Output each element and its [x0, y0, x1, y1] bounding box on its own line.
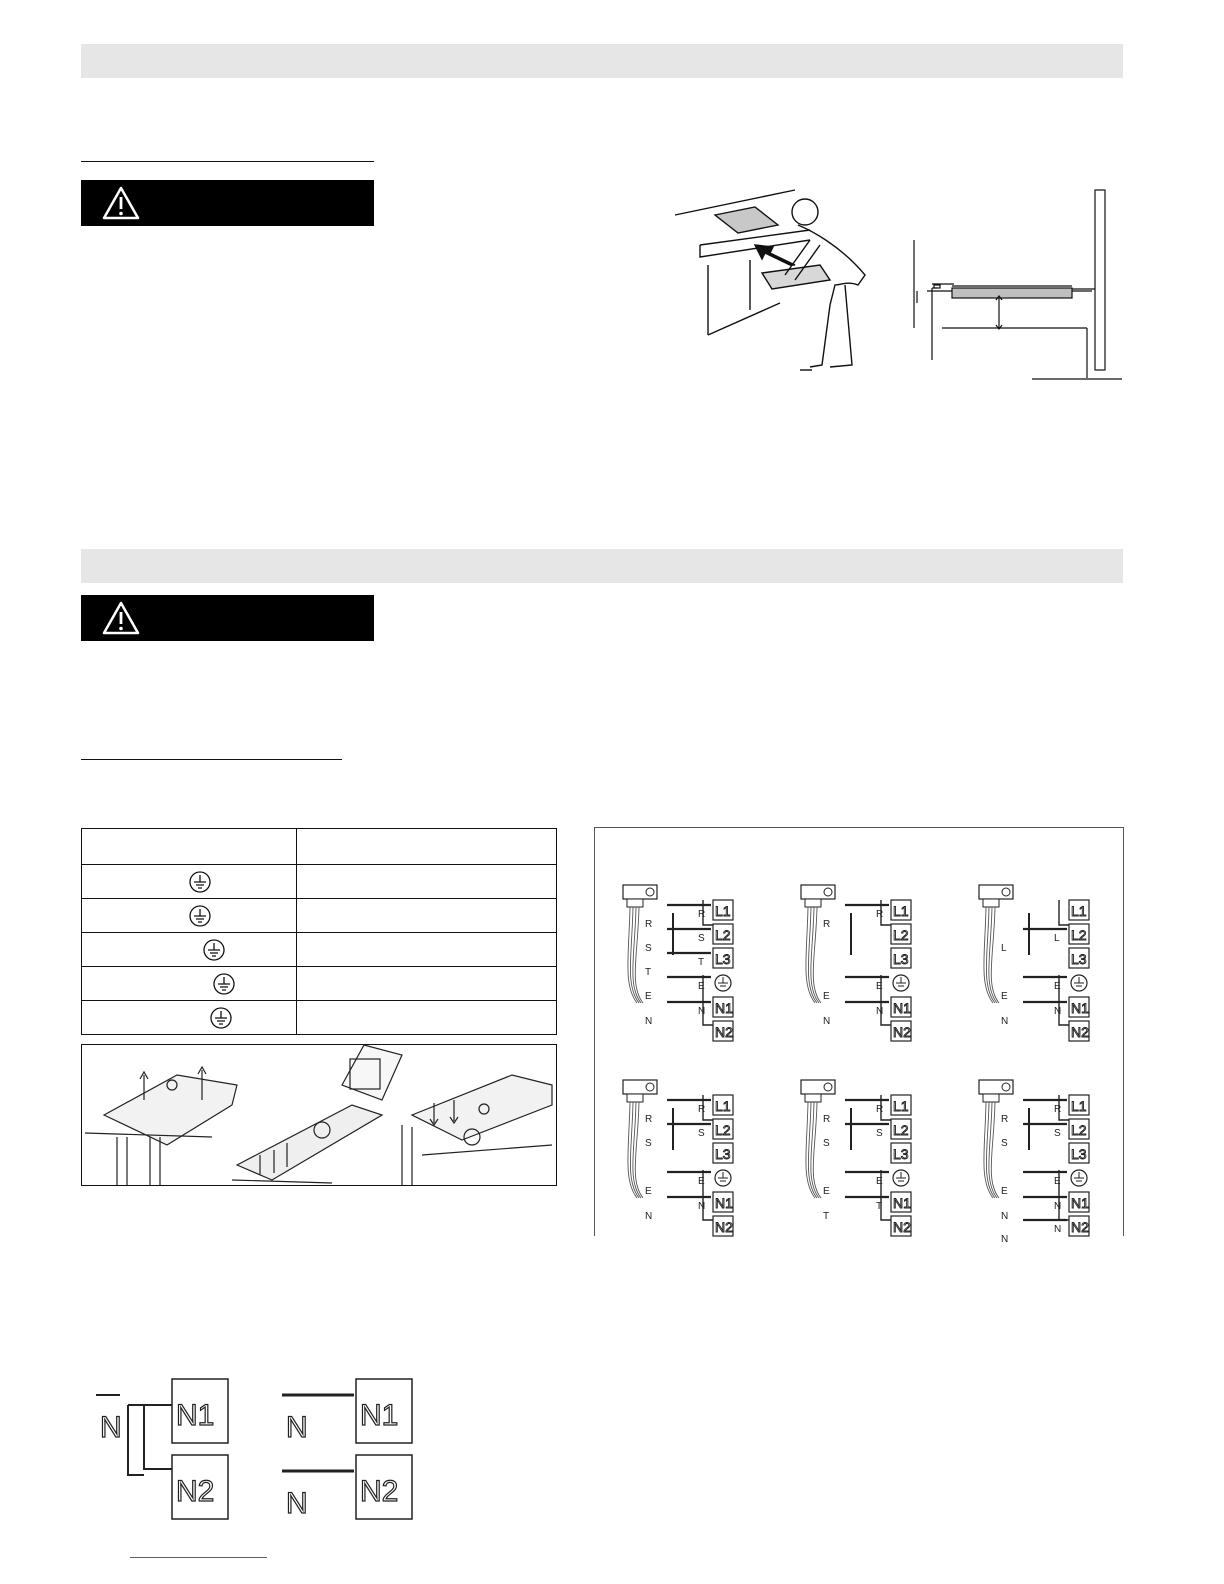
wire-label: N: [1054, 1201, 1062, 1212]
terminal-l3: [713, 1143, 733, 1163]
terminal-n2: [891, 1021, 911, 1041]
table-row: [82, 1001, 557, 1035]
wire-label: N: [645, 1016, 653, 1027]
wire-label: N: [823, 1016, 831, 1027]
wire-label: N: [286, 1411, 308, 1444]
terminal-n2: [713, 1021, 733, 1041]
svg-text:N2: N2: [715, 1024, 733, 1040]
cable-clamp: [801, 1080, 835, 1094]
svg-text:L3: L3: [1071, 1146, 1087, 1162]
terminal-n1: [713, 1192, 733, 1212]
terminal-label: N2: [176, 1475, 215, 1508]
subsection-rule: [81, 759, 342, 760]
terminal-l1: [891, 900, 911, 920]
svg-text:L2: L2: [1071, 1122, 1087, 1138]
svg-text:N2: N2: [1071, 1024, 1089, 1040]
table-cell: [297, 865, 557, 899]
cutout-section-diagram: [912, 188, 1127, 383]
wire-label: R: [698, 1104, 706, 1115]
wire-label: S: [645, 943, 652, 954]
wire-label: L: [1054, 933, 1060, 944]
svg-text:N2: N2: [893, 1219, 911, 1235]
terminal-n1: [891, 997, 911, 1017]
terminal-l1: [891, 1095, 911, 1115]
svg-text:L3: L3: [893, 951, 909, 967]
wiring-diagrams-panel: [594, 827, 1124, 1245]
table-header-cell: [297, 829, 557, 865]
warning-banner: [81, 180, 374, 226]
earth-terminal: [1071, 975, 1087, 991]
wire-label: S: [876, 1128, 883, 1139]
wire-label: E: [1054, 981, 1061, 992]
wiring-diagram: [801, 1080, 911, 1236]
wire-label: S: [1001, 1138, 1008, 1149]
cable-clamp: [801, 885, 835, 899]
svg-text:N1: N1: [715, 1000, 733, 1016]
wire-label: N: [1001, 1211, 1009, 1222]
hob-installation-illustration: [670, 185, 885, 385]
svg-text:N1: N1: [715, 1195, 733, 1211]
cable-clamp: [623, 1080, 657, 1094]
terminal-l1: [1069, 900, 1089, 920]
svg-text:L1: L1: [1071, 903, 1087, 919]
table-cell: [297, 1001, 557, 1035]
section-header-installation: [81, 44, 1123, 78]
table-row: [82, 967, 557, 1001]
wire-label: N: [876, 1006, 884, 1017]
terminal-n1: [891, 1192, 911, 1212]
wire-label: S: [698, 1128, 705, 1139]
terminal-l3: [1069, 948, 1089, 968]
wire-label: E: [1001, 1186, 1008, 1197]
svg-text:L2: L2: [715, 927, 731, 943]
terminal-l1: [1069, 1095, 1089, 1115]
link-underline[interactable]: [130, 1557, 267, 1558]
svg-text:L3: L3: [893, 1146, 909, 1162]
wire-label: E: [823, 1186, 830, 1197]
table-cell: [82, 865, 297, 899]
wire-label: E: [876, 1176, 883, 1187]
earth-terminal: [715, 975, 731, 991]
terminal-n2: [713, 1216, 733, 1236]
terminal-label: N2: [360, 1475, 399, 1508]
wire-label: R: [698, 909, 706, 920]
wire-label: S: [698, 933, 705, 944]
wire-label: N: [1054, 1006, 1062, 1017]
table-cell: [82, 899, 297, 933]
wire-label: T: [645, 967, 652, 978]
terminal-l3: [891, 1143, 911, 1163]
terminal-l1: [713, 900, 733, 920]
terminal-n1: [1069, 1192, 1089, 1212]
wire-label: S: [823, 1138, 830, 1149]
earth-ground-icon: [213, 973, 235, 995]
earth-terminal: [893, 1170, 909, 1186]
wire-label: N: [100, 1411, 122, 1444]
wire-label: E: [1001, 991, 1008, 1002]
terminal-l2: [713, 924, 733, 944]
svg-text:L1: L1: [715, 1098, 731, 1114]
table-header-row: [82, 829, 557, 865]
wire-label: N: [286, 1487, 308, 1520]
table-header-cell: [82, 829, 297, 865]
warning-triangle-icon: [101, 185, 141, 221]
wire-label: E: [698, 1176, 705, 1187]
wiring-diagram: [801, 885, 911, 1041]
earth-ground-icon: [210, 1007, 232, 1029]
svg-text:L2: L2: [1071, 927, 1087, 943]
connection-table: [81, 828, 557, 1035]
terminal-n2: [891, 1216, 911, 1236]
wire-label: E: [645, 1186, 652, 1197]
warning-banner: [81, 595, 374, 641]
terminal-block-illustrations: [81, 1044, 557, 1186]
wire-label: E: [698, 981, 705, 992]
neutral-bridge-detail: [92, 1373, 422, 1528]
svg-text:L3: L3: [715, 1146, 731, 1162]
table-cell: [82, 933, 297, 967]
svg-text:N2: N2: [1071, 1219, 1089, 1235]
cable-clamp: [979, 885, 1013, 899]
wire-label: N: [1001, 1016, 1009, 1027]
section-header-electrical: [81, 549, 1123, 583]
table-row: [82, 933, 557, 967]
table-cell: [82, 1001, 297, 1035]
earth-terminal: [1071, 1170, 1087, 1186]
warning-triangle-icon: [101, 600, 141, 636]
terminal-l3: [713, 948, 733, 968]
svg-text:L3: L3: [1071, 951, 1087, 967]
svg-text:L1: L1: [715, 903, 731, 919]
terminal-label: N1: [176, 1399, 215, 1432]
table-row: [82, 865, 557, 899]
svg-text:L2: L2: [893, 1122, 909, 1138]
wire-label: N: [698, 1006, 706, 1017]
terminal-cover-removal-illustration: [82, 1045, 556, 1185]
svg-text:N1: N1: [1071, 1000, 1089, 1016]
cable-clamp: [623, 885, 657, 899]
earth-terminal: [893, 975, 909, 991]
wire-label: N: [1001, 1234, 1009, 1245]
terminal-l2: [1069, 924, 1089, 944]
table-cell: [297, 967, 557, 1001]
wire-label: E: [1054, 1176, 1061, 1187]
table-cell: [297, 933, 557, 967]
svg-text:N2: N2: [893, 1024, 911, 1040]
wiring-diagrams: [595, 828, 1123, 1245]
wire-label: R: [645, 1114, 653, 1125]
wire-label: N: [1054, 1224, 1062, 1235]
wire-label: R: [1054, 1104, 1062, 1115]
wire-label: E: [645, 991, 652, 1002]
wire-label: N: [698, 1201, 706, 1212]
table-cell: [82, 967, 297, 1001]
svg-text:L3: L3: [715, 951, 731, 967]
svg-text:L2: L2: [893, 927, 909, 943]
cable-clamp: [979, 1080, 1013, 1094]
subsection-rule: [81, 161, 374, 162]
svg-text:L1: L1: [893, 903, 909, 919]
svg-text:L1: L1: [1071, 1098, 1087, 1114]
wire-label: E: [876, 981, 883, 992]
terminal-l2: [713, 1119, 733, 1139]
wire-label: N: [645, 1211, 653, 1222]
terminal-l1: [713, 1095, 733, 1115]
earth-ground-icon: [189, 871, 211, 893]
table-row: [82, 899, 557, 933]
svg-text:N1: N1: [893, 1195, 911, 1211]
terminal-l2: [891, 1119, 911, 1139]
svg-text:L1: L1: [893, 1098, 909, 1114]
earth-ground-icon: [189, 905, 211, 927]
terminal-l2: [891, 924, 911, 944]
terminal-n1: [713, 997, 733, 1017]
earth-terminal: [715, 1170, 731, 1186]
wire-label: T: [698, 957, 705, 968]
wire-label: E: [823, 991, 830, 1002]
wire-label: T: [876, 1201, 883, 1212]
wire-label: R: [876, 909, 884, 920]
wiring-diagram: [623, 885, 733, 1041]
wire-label: T: [823, 1211, 830, 1222]
terminal-n2: [1069, 1216, 1089, 1236]
wiring-diagram: [623, 1080, 733, 1236]
svg-text:N1: N1: [893, 1000, 911, 1016]
wiring-diagram: [979, 1080, 1089, 1245]
table-cell: [297, 899, 557, 933]
wiring-diagram: [979, 885, 1089, 1041]
svg-text:L2: L2: [715, 1122, 731, 1138]
terminal-n2: [1069, 1021, 1089, 1041]
terminal-l3: [1069, 1143, 1089, 1163]
wire-label: R: [876, 1104, 884, 1115]
terminal-l3: [891, 948, 911, 968]
wire-label: R: [645, 919, 653, 930]
terminal-l2: [1069, 1119, 1089, 1139]
wire-label: L: [1001, 943, 1007, 954]
svg-text:N1: N1: [1071, 1195, 1089, 1211]
terminal-n1: [1069, 997, 1089, 1017]
wire-label: R: [823, 919, 831, 930]
wire-label: S: [1054, 1128, 1061, 1139]
wire-label: R: [1001, 1114, 1009, 1125]
wire-label: S: [645, 1138, 652, 1149]
earth-ground-icon: [203, 939, 225, 961]
terminal-label: N1: [360, 1399, 399, 1432]
svg-text:N2: N2: [715, 1219, 733, 1235]
wire-label: R: [823, 1114, 831, 1125]
